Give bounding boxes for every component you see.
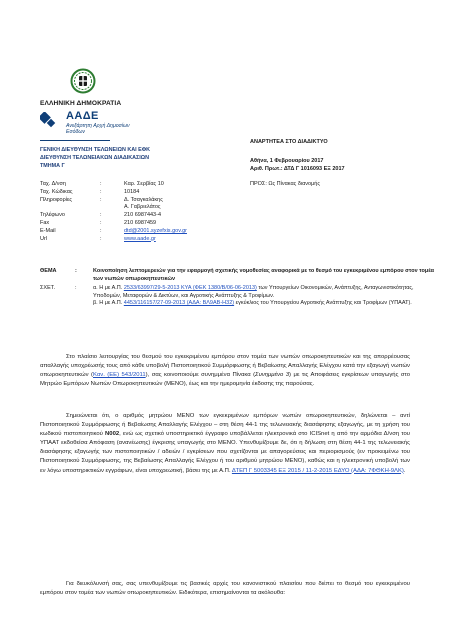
subject-row: ΘΕΜΑ : Κοινοποίηση λεπτομερειών για την εφαρμογή σχετικής νομοθεσίας αναφορικά με το θεσμό του εγκεκριμένου εμπόρου στον τομέα των νωπών οπωροκηπευτικών xyxy=(40,268,435,282)
subject-block xyxy=(40,268,435,308)
regulation-link[interactable]: Καν. (ΕΕ) 543/2011 xyxy=(93,372,146,379)
contact-row: E-Mail : dtd@2001.syzefxis.gov.gr xyxy=(40,228,264,236)
contact-row: Ταχ. Δ/νση : Καρ. Σερβίας 10 xyxy=(40,181,264,189)
decision-link[interactable]: ΔΤΕΠ Γ 5003345 ΕΞ 2015 / 11-2-2015 ΕΔΥΟ (ΑΔΑ: 7ΦΘΚΗ-9ΛΚ) xyxy=(231,467,404,474)
contact-label: Fax xyxy=(40,219,50,226)
logo-tagline: Ανεξάρτητη Αρχή Δημοσίων Εσόδων xyxy=(66,123,130,135)
protocol-number: Αριθ. Πρωτ.: ΔΤΔ Γ 1016093 ΕΞ 2017 xyxy=(250,166,345,172)
contact-label: Τηλέφωνο xyxy=(40,212,65,219)
recipient-line: ΠΡΟΣ: Ως Πίνακας διανομής xyxy=(250,181,320,187)
contact-value: Α. Γαβριελάτος xyxy=(124,204,161,211)
attachment-ref: Συνημμένο 3 xyxy=(255,372,290,379)
subject-label: ΘΕΜΑ xyxy=(40,268,57,274)
posting-note: ΑΝΑΡΤΗΤΕΑ ΣΤΟ ΔΙΑΔΙΚΤΥΟ xyxy=(250,139,328,145)
contact-block xyxy=(40,181,264,243)
contact-value: Καρ. Σερβίας 10 xyxy=(124,181,164,187)
contact-row: Url : www.aade.gr xyxy=(40,236,264,244)
circular-link[interactable]: 4453/116157/27-09-2013 (ΑΔΑ: ΒΛ9ΑΒ-Η32) xyxy=(123,300,235,307)
dept-line: ΓΕΝΙΚΗ ΔΙΕΥΘΥΝΣΗ ΤΕΛΩΝΕΙΩΝ ΚΑΙ ΕΦΚ xyxy=(40,147,151,153)
email-link[interactable]: dtd@2001.syzefxis.gov.gr xyxy=(124,227,187,234)
contact-label: Πληροφορίες xyxy=(40,196,73,203)
contact-label: Url xyxy=(40,235,48,242)
dept-line: ΤΜΗΜΑ Γ xyxy=(40,162,65,169)
contact-value: Δ. Τσαγκαλάκης xyxy=(124,196,163,203)
contact-row: Ταχ. Κώδικας : 10184 xyxy=(40,189,264,197)
paragraph: Για διευκόλυνσή σας, σας υπενθυμίζουμε τις βασικές αρχές του κανονιστικού πλαισίου που διέπει το θεσμό του εγκεκριμένου εμπόρου στον τομέα των νωπών οπωροκηπευτικών. Ειδικότερα, επισημαίνονται τα ακόλουθα: xyxy=(40,581,410,597)
related-item-b: β. Η με Α.Π. 4453/116157/27-09-2013 (ΑΔΑ: ΒΛ9ΑΒ-Η32) εγκύκλιος του Υπουργείου Αγροτικής Ανάπτυξης και Τροφίμων (ΥΠΑΑΤ). xyxy=(93,300,412,307)
contact-row: Πληροφορίες : Δ. Τσαγκαλάκης xyxy=(40,197,264,205)
website-link[interactable]: www.aade.gr xyxy=(124,235,156,242)
contact-row xyxy=(40,204,264,212)
contact-value: 10184 xyxy=(124,188,140,195)
contact-row: Τηλέφωνο : 210 6987443-4 xyxy=(40,212,264,220)
document-date: Αθήνα, 1 Φεβρουαρίου 2017 xyxy=(250,158,324,164)
related-label: ΣΧΕΤ. xyxy=(40,285,56,292)
country-heading: ΕΛΛΗΝΙΚΗ ΔΗΜΟΚΡΑΤΙΑ xyxy=(40,100,122,107)
logo-name: ΑΑΔΕ xyxy=(66,110,99,122)
contact-value: 210 6987443-4 xyxy=(124,212,162,219)
related-item-a: α. Η με Α.Π. 2533/63997/29-5-2013 ΚΥΑ (ΦΕΚ 1380/Β/06-06-2013) των Υπουργείων Οικονομικών, Ανάπτυξης, Ανταγωνιστικότητας, Υποδομών, Μεταφορών & Δικτύων, και Αγροτικής Ανάπτυξης & Τροφίμων. xyxy=(93,285,414,299)
certificate-code: N002 xyxy=(105,431,120,438)
document-meta xyxy=(250,138,345,173)
greek-emblem-icon xyxy=(70,68,96,94)
department-block xyxy=(40,147,150,170)
contact-value: 210 6987459 xyxy=(124,219,157,226)
subject-text: Κοινοποίηση λεπτομερειών για την εφαρμογή σχετικής νομοθεσίας αναφορικά με το θεσμό του εγκεκριμένου εμπόρου στον τομέα των νωπών οπωροκηπευτικών xyxy=(93,268,435,282)
contact-label: Ταχ. Κώδικας xyxy=(40,188,73,195)
law-link[interactable]: 2533/63997/29-5-2013 ΚΥΑ (ΦΕΚ 1380/Β/06-06-2013) xyxy=(123,285,257,292)
paragraph: Στο πλαίσιο λειτουργίας του θεσμού του εγκεκριμένου εμπόρου στον τομέα των νωπών οπωροκηπευτικών και της απορρέουσας απαλλαγής υποχρέωσής τους από κάθε υποβολή Πιστοποιητικού Συμμόρφωσης ή Βεβαίωσης Απαλλαγής Ελέγχου κατά την εξαγωγή νωπών οπωροκηπευτικών (Καν. (ΕΕ) 543/2011), σας κοινοποιούμε συνημμένα Πίνακα (Συνημμένο 3) με τις Αποφάσεις εγκρίσεων υπαγωγής στο Μητρώο Εμπόρων Νωπών Οπωροκηπευτικών (ΜΕΝΟ), έως και την ημερομηνία έκδοσης της παρούσας. xyxy=(40,354,411,388)
contact-row: Fax : 210 6987459 xyxy=(40,220,264,228)
related-row: ΣΧΕΤ. : α. Η με Α.Π. 2533/63997/29-5-2013 ΚΥΑ (ΦΕΚ 1380/Β/06-06-2013) των Υπουργείων Οικονομικών, Ανάπτυξης, Ανταγωνιστικότητας, Υποδομών, Μεταφορών & Δικτύων, και Αγροτικής Ανάπτυξης & Τροφίμων. β. Η με Α.Π. 4453/116157/27-09-2013 (ΑΔΑ: ΒΛ9ΑΒ-Η32) εγκύκλιος του Υπουργείου Αγροτικής Ανάπτυξης και Τροφίμων (ΥΠΑΑΤ). xyxy=(40,285,435,308)
logo-divider xyxy=(40,140,110,141)
contact-label: Ταχ. Δ/νση xyxy=(40,181,66,187)
contact-label: E-Mail xyxy=(40,227,56,234)
paragraph: Σημειώνεται ότι, ο αριθμός μητρώου ΜΕΝΟ των εγκεκριμένων εμπόρων νωπών οπωροκηπευτικών, δηλώνεται – αντί Πιστοποιητικού Συμμόρφωσης ή Βεβαίωσης Απαλλαγής Ελέγχου – στη θέση 44-1 της τελωνειακής διασάφησης εξαγωγής, με τη χρήση του κωδικού πιστοποιητικού N002, ενώ ως σχετικό υποστηρικτικό έγγραφο υποβάλλεται ηλεκτρονικά στο ICISnet η από την αρμόδια Δ/νση του ΥΠΑΑΤ εκδοθείσα Απόφαση (ανανέωσης) έγκρισης υπαγωγής στο ΜΕΝΟ. Υπενθυμίζουμε δε, ότι η δήλωση στη θέση 44-1 της τελωνειακής διασάφησης εξαγωγής των πιστοποιητικών / αδειών / εγκρίσεων που σχετίζονται με απαγορεύσεις και περιορισμούς (εν προκειμένω του Πιστοποιητικού Συμμόρφωσης, της Βεβαίωσης Απαλλαγής Ελέγχου ή του αριθμού μητρώου ΜΕΝΟ), καθώς και η ηλεκτρονική υποβολή των εν λόγω υποστηρικτικών εγγράφων, είναι υποχρεωτική, βάσει της με Α.Π. ΔΤΕΠ Γ 5003345 ΕΞ 2015 / 11-2-2015 ΕΔΥΟ (ΑΔΑ: 7ΦΘΚΗ-9ΛΚ). xyxy=(40,413,410,474)
aade-logo-icon xyxy=(40,112,62,130)
related-list xyxy=(93,285,435,308)
dept-line: ΔΙΕΥΘΥΝΣΗ ΤΕΛΩΝΕΙΑΚΩΝ ΔΙΑΔΙΚΑΣΙΩΝ xyxy=(40,154,149,161)
